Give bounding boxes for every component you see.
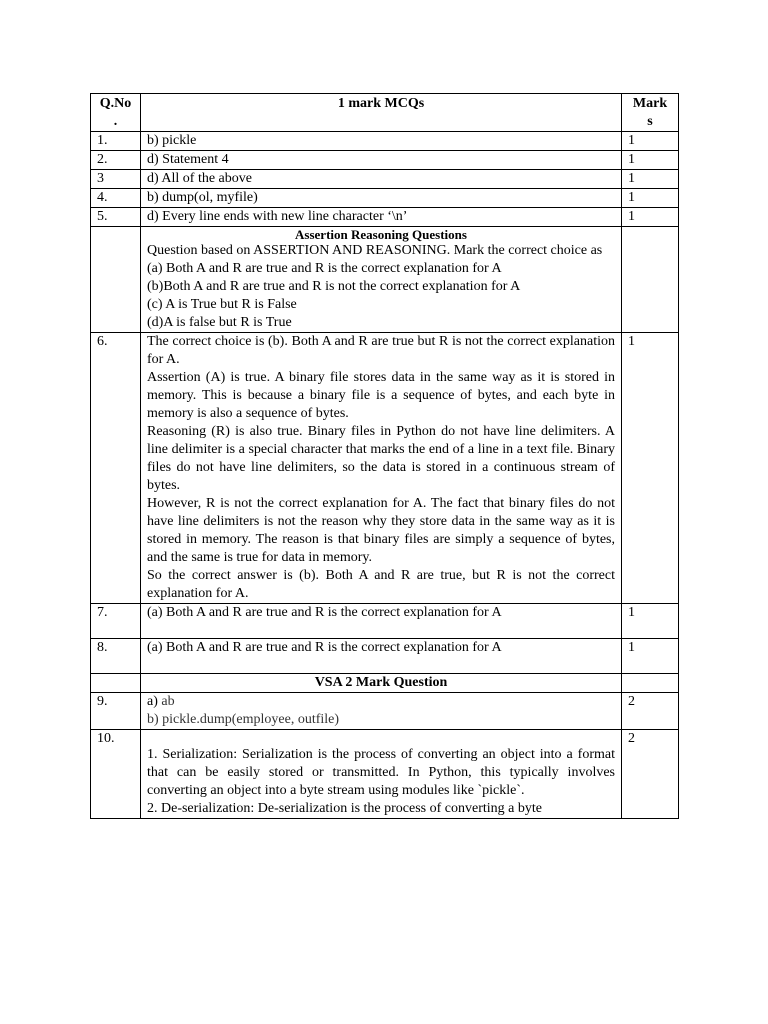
question-number: 5.: [91, 208, 141, 227]
marks-cell: 1: [622, 333, 679, 604]
marks-cell: 1: [622, 170, 679, 189]
answer-cell: [141, 693, 622, 730]
assertion-intro: Question based on ASSERTION AND REASONING. Mark the correct choice as: [147, 243, 603, 258]
question-number: 3: [91, 170, 141, 189]
answer-cell: (a) Both A and R are true and R is the correct explanation for A: [141, 604, 622, 639]
answer-key-table: [90, 93, 679, 819]
question-number: 4.: [91, 189, 141, 208]
table-header-row: [91, 94, 679, 132]
vsa-heading: VSA 2 Mark Question: [141, 674, 622, 693]
table-row: [91, 151, 679, 170]
marks-header: Mark s: [622, 94, 679, 132]
answer-cell: [141, 333, 622, 604]
answer-paragraph: The correct choice is (b). Both A and R are true but R is not the correct explanation for A.: [147, 334, 615, 367]
answer-paragraph: However, R is not the correct explanation for A. The fact that binary files do not have line delimiters is not the reason why they store data in the same way as it is stored in memory. The reason is that binary files are simply a sequence of bytes, and the same is true for data in memory.: [147, 496, 615, 565]
answer-paragraph: Reasoning (R) is also true. Binary files in Python do not have line delimiters. A line delimiter is a special character that marks the end of a line in a text file. Binary files do not have line delimiters, so the data is stored in a continuous stream of bytes.: [147, 424, 615, 493]
answer-line: b) pickle.dump(employee, outfile): [147, 712, 340, 727]
table-row: [91, 639, 679, 674]
answer-value: ab: [161, 694, 175, 709]
table-row: [91, 189, 679, 208]
answer-cell: b) pickle: [141, 132, 622, 151]
answer-cell: [141, 730, 622, 819]
table-row: [91, 208, 679, 227]
assertion-option: (d)A is false but R is True: [147, 315, 292, 330]
question-number: 9.: [91, 693, 141, 730]
marks-cell: 1: [622, 604, 679, 639]
question-number: 10.: [91, 730, 141, 819]
answer-paragraph: 1. Serialization: Serialization is the process of converting an object into a format that can be easily stored or transmitted. In Python, this typically involves converting an object into a byte stream using modules like `pickle`.: [147, 747, 615, 798]
table-row: [91, 693, 679, 730]
question-number: 6.: [91, 333, 141, 604]
assertion-option: (b)Both A and R are true and R is not the correct explanation for A: [147, 279, 521, 294]
marks-cell: 1: [622, 639, 679, 674]
answer-paragraph: So the correct answer is (b). Both A and R are true, but R is not the correct explanation for A.: [147, 568, 615, 601]
assertion-option: (c) A is True but R is False: [147, 297, 297, 312]
marks-cell: 1: [622, 208, 679, 227]
marks-cell: 1: [622, 132, 679, 151]
assertion-instructions: [141, 227, 622, 333]
section-header-row: [91, 674, 679, 693]
answer-paragraph: Assertion (A) is true. A binary file stores data in the same way as it is stored in memory. This is because a binary file is a sequence of bytes, and each byte in memory is also a sequence of bytes.: [147, 370, 615, 421]
assertion-option: (a) Both A and R are true and R is the correct explanation for A: [147, 261, 502, 276]
table-row: [91, 132, 679, 151]
answer-paragraph: 2. De-serialization: De-serialization is the process of converting a byte: [147, 801, 542, 816]
answer-cell: d) Every line ends with new line character ‘\n’: [141, 208, 622, 227]
marks-cell: 1: [622, 151, 679, 170]
answer-cell: (a) Both A and R are true and R is the correct explanation for A: [141, 639, 622, 674]
marks-cell: 2: [622, 730, 679, 819]
question-number: 2.: [91, 151, 141, 170]
question-number: 7.: [91, 604, 141, 639]
qno-header: Q.No .: [91, 94, 141, 132]
question-number: 1.: [91, 132, 141, 151]
answer-cell: b) dump(ol, myfile): [141, 189, 622, 208]
answer-cell: d) All of the above: [141, 170, 622, 189]
marks-cell: 1: [622, 189, 679, 208]
answer-cell: d) Statement 4: [141, 151, 622, 170]
assertion-instructions-row: [91, 227, 679, 333]
assertion-heading: Assertion Reasoning Questions: [295, 227, 467, 242]
table-row: [91, 170, 679, 189]
table-row: [91, 333, 679, 604]
mcq-header: 1 mark MCQs: [141, 94, 622, 132]
table-row: [91, 604, 679, 639]
answer-label: a): [147, 694, 162, 709]
table-row: [91, 730, 679, 819]
marks-cell: 2: [622, 693, 679, 730]
question-number: 8.: [91, 639, 141, 674]
